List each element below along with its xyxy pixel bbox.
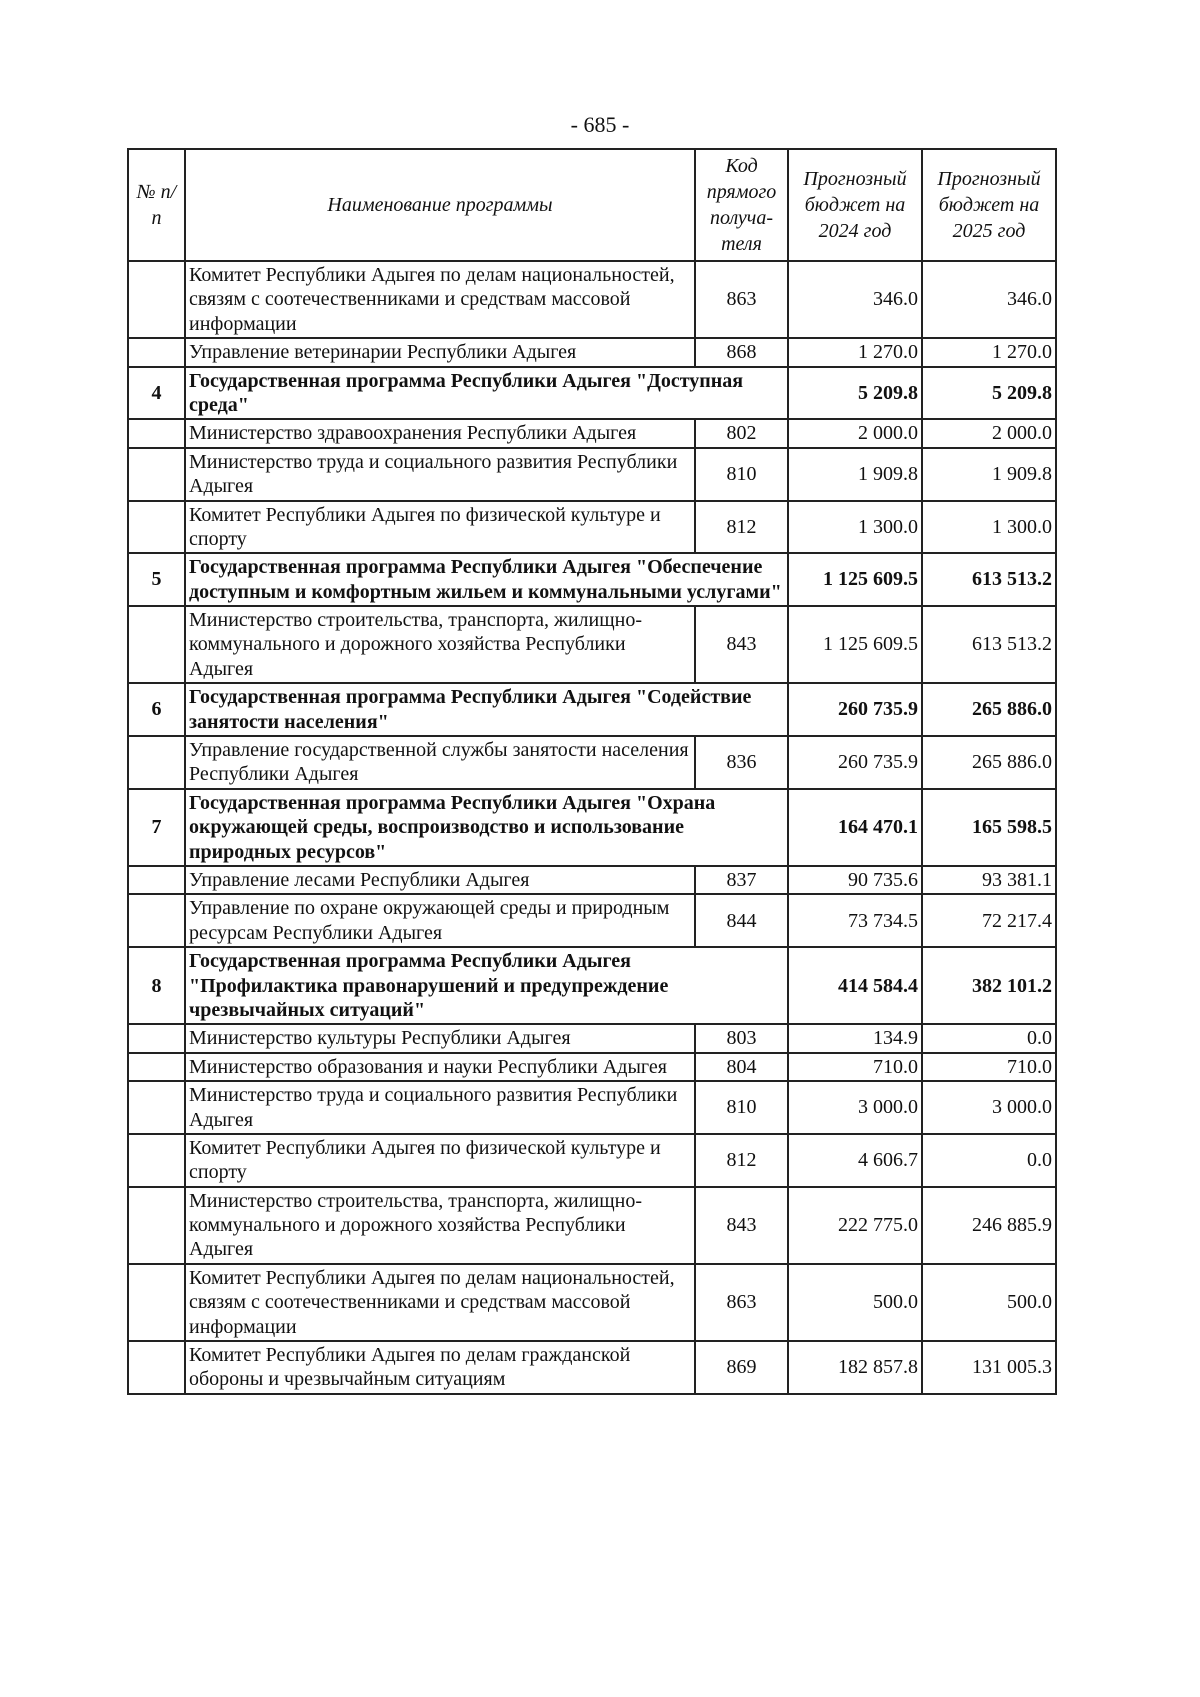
budget-2025: 265 886.0	[922, 683, 1056, 736]
row-number	[128, 894, 185, 947]
budget-2024: 222 775.0	[788, 1187, 922, 1264]
row-number: 8	[128, 947, 185, 1024]
table-row	[128, 606, 1056, 683]
row-number	[128, 736, 185, 789]
budget-2024: 4 606.7	[788, 1134, 922, 1187]
recipient-name: Министерство здравоохранения Республики Адыгея	[185, 419, 695, 447]
header-budget-2024: Прогнозный бюджет на 2024 год	[788, 149, 922, 261]
row-number: 5	[128, 553, 185, 606]
recipient-name: Комитет Республики Адыгея по физической культуре и спорту	[185, 1134, 695, 1187]
table-row	[128, 1053, 1056, 1081]
row-number	[128, 501, 185, 554]
budget-2024: 5 209.8	[788, 367, 922, 420]
budget-2025: 346.0	[922, 261, 1056, 338]
program-name: Государственная программа Республики Адыгея "Охрана окружающей среды, воспроизводство и использование природных ресурсов"	[185, 789, 788, 866]
recipient-name: Управление государственной службы занятости населения Республики Адыгея	[185, 736, 695, 789]
program-name: Государственная программа Республики Адыгея "Обеспечение доступным и комфортным жильем и коммунальными услугами"	[185, 553, 788, 606]
table-body	[128, 261, 1056, 1394]
budget-2025: 613 513.2	[922, 606, 1056, 683]
header-budget-2025: Прогнозный бюджет на 2025 год	[922, 149, 1056, 261]
budget-2025: 1 909.8	[922, 448, 1056, 501]
recipient-name: Министерство труда и социального развития Республики Адыгея	[185, 1081, 695, 1134]
budget-2024: 1 270.0	[788, 338, 922, 366]
budget-2024: 1 300.0	[788, 501, 922, 554]
page-number: - 685 -	[570, 112, 630, 137]
row-number	[128, 1264, 185, 1341]
recipient-code: 810	[695, 448, 788, 501]
row-number	[128, 1187, 185, 1264]
recipient-name: Комитет Республики Адыгея по делам гражданской обороны и чрезвычайным ситуациям	[185, 1341, 695, 1394]
recipient-name: Министерство строительства, транспорта, жилищно-коммунального и дорожного хозяйства Республики Адыгея	[185, 606, 695, 683]
header-code: Код прямого получа-теля	[695, 149, 788, 261]
header-name: Наименование программы	[185, 149, 695, 261]
recipient-code: 863	[695, 261, 788, 338]
table-row	[128, 866, 1056, 894]
recipient-code: 812	[695, 1134, 788, 1187]
row-number	[128, 448, 185, 501]
row-number	[128, 1341, 185, 1394]
budget-2025: 5 209.8	[922, 367, 1056, 420]
table-row	[128, 1024, 1056, 1052]
budget-2025: 0.0	[922, 1134, 1056, 1187]
recipient-name: Министерство образования и науки Республики Адыгея	[185, 1053, 695, 1081]
recipient-name: Министерство строительства, транспорта, жилищно-коммунального и дорожного хозяйства Республики Адыгея	[185, 1187, 695, 1264]
row-number: 4	[128, 367, 185, 420]
recipient-code: 844	[695, 894, 788, 947]
table-row	[128, 501, 1056, 554]
row-number	[128, 1053, 185, 1081]
budget-2024: 73 734.5	[788, 894, 922, 947]
recipient-code: 869	[695, 1341, 788, 1394]
recipient-code: 804	[695, 1053, 788, 1081]
budget-2024: 2 000.0	[788, 419, 922, 447]
budget-2024: 260 735.9	[788, 683, 922, 736]
budget-2025: 382 101.2	[922, 947, 1056, 1024]
recipient-code: 803	[695, 1024, 788, 1052]
budget-2025: 710.0	[922, 1053, 1056, 1081]
header-num: № п/п	[128, 149, 185, 261]
row-number: 6	[128, 683, 185, 736]
table-row	[128, 338, 1056, 366]
budget-2024: 134.9	[788, 1024, 922, 1052]
table-row	[128, 1341, 1056, 1394]
row-number	[128, 606, 185, 683]
budget-2024: 710.0	[788, 1053, 922, 1081]
recipient-code: 843	[695, 1187, 788, 1264]
table-row	[128, 261, 1056, 338]
budget-2025: 93 381.1	[922, 866, 1056, 894]
budget-2025: 1 270.0	[922, 338, 1056, 366]
budget-2025: 72 217.4	[922, 894, 1056, 947]
row-number	[128, 1024, 185, 1052]
program-row	[128, 683, 1056, 736]
recipient-name: Управление лесами Республики Адыгея	[185, 866, 695, 894]
budget-table	[127, 148, 1057, 1395]
budget-2024: 414 584.4	[788, 947, 922, 1024]
recipient-code: 812	[695, 501, 788, 554]
program-row	[128, 789, 1056, 866]
budget-2025: 246 885.9	[922, 1187, 1056, 1264]
recipient-name: Управление по охране окружающей среды и природным ресурсам Республики Адыгея	[185, 894, 695, 947]
recipient-code: 843	[695, 606, 788, 683]
budget-2024: 1 125 609.5	[788, 553, 922, 606]
table-header-row	[128, 149, 1056, 261]
recipient-code: 836	[695, 736, 788, 789]
table-row	[128, 448, 1056, 501]
budget-2025: 2 000.0	[922, 419, 1056, 447]
table-row	[128, 736, 1056, 789]
table-row	[128, 1187, 1056, 1264]
program-row	[128, 553, 1056, 606]
row-number: 7	[128, 789, 185, 866]
budget-2024: 500.0	[788, 1264, 922, 1341]
recipient-name: Министерство труда и социального развития Республики Адыгея	[185, 448, 695, 501]
recipient-code: 810	[695, 1081, 788, 1134]
budget-2024: 1 125 609.5	[788, 606, 922, 683]
row-number	[128, 419, 185, 447]
program-name: Государственная программа Республики Адыгея "Профилактика правонарушений и предупреждение чрезвычайных ситуаций"	[185, 947, 788, 1024]
budget-2025: 613 513.2	[922, 553, 1056, 606]
budget-2025: 1 300.0	[922, 501, 1056, 554]
budget-2025: 500.0	[922, 1264, 1056, 1341]
budget-2025: 131 005.3	[922, 1341, 1056, 1394]
row-number	[128, 338, 185, 366]
row-number	[128, 261, 185, 338]
budget-2025: 165 598.5	[922, 789, 1056, 866]
budget-2024: 3 000.0	[788, 1081, 922, 1134]
program-name: Государственная программа Республики Адыгея "Содействие занятости населения"	[185, 683, 788, 736]
budget-2025: 265 886.0	[922, 736, 1056, 789]
budget-2025: 0.0	[922, 1024, 1056, 1052]
program-row	[128, 367, 1056, 420]
row-number	[128, 1081, 185, 1134]
budget-2024: 260 735.9	[788, 736, 922, 789]
recipient-code: 868	[695, 338, 788, 366]
table-row	[128, 1264, 1056, 1341]
table-row	[128, 1081, 1056, 1134]
row-number	[128, 1134, 185, 1187]
budget-2024: 164 470.1	[788, 789, 922, 866]
program-row	[128, 947, 1056, 1024]
budget-2024: 1 909.8	[788, 448, 922, 501]
recipient-name: Комитет Республики Адыгея по физической культуре и спорту	[185, 501, 695, 554]
table-row	[128, 1134, 1056, 1187]
recipient-code: 863	[695, 1264, 788, 1341]
program-name: Государственная программа Республики Адыгея "Доступная среда"	[185, 367, 788, 420]
recipient-code: 837	[695, 866, 788, 894]
budget-2024: 90 735.6	[788, 866, 922, 894]
budget-2024: 182 857.8	[788, 1341, 922, 1394]
recipient-name: Комитет Республики Адыгея по делам национальностей, связям с соотечественниками и средствам массовой информации	[185, 1264, 695, 1341]
row-number	[128, 866, 185, 894]
recipient-code: 802	[695, 419, 788, 447]
budget-2024: 346.0	[788, 261, 922, 338]
recipient-name: Министерство культуры Республики Адыгея	[185, 1024, 695, 1052]
recipient-name: Комитет Республики Адыгея по делам национальностей, связям с соотечественниками и средствам массовой информации	[185, 261, 695, 338]
budget-2025: 3 000.0	[922, 1081, 1056, 1134]
recipient-name: Управление ветеринарии Республики Адыгея	[185, 338, 695, 366]
table-row	[128, 419, 1056, 447]
table-row	[128, 894, 1056, 947]
